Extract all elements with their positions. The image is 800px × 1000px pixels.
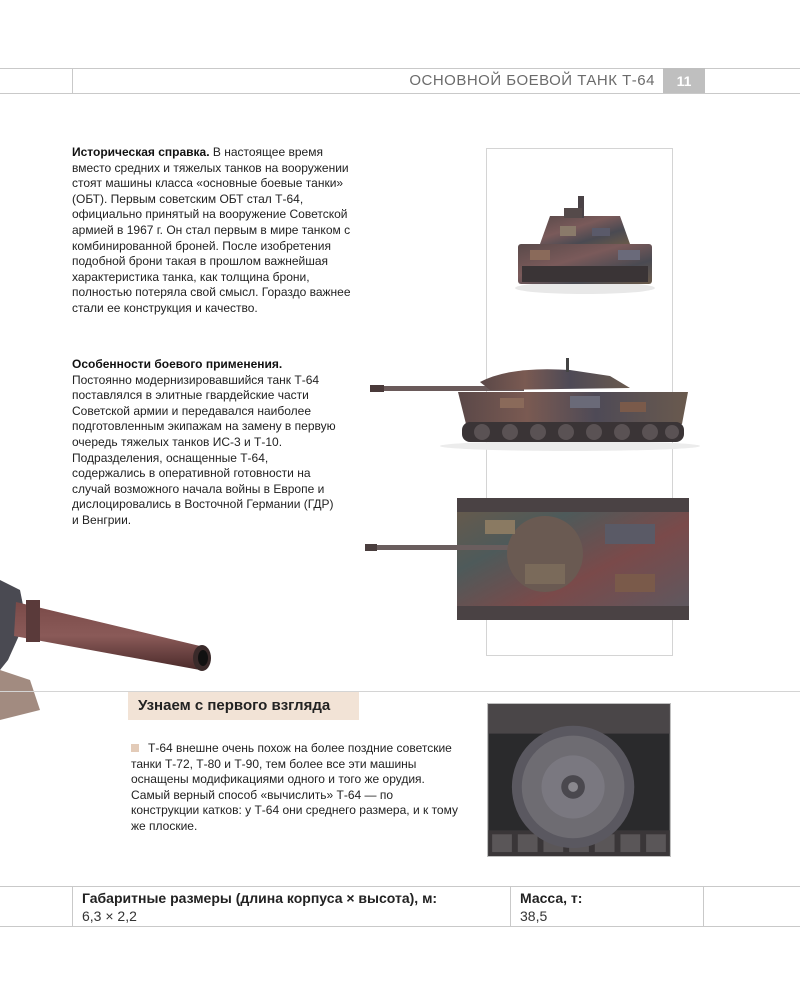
section-rule <box>0 691 800 692</box>
header-rule-bottom <box>0 93 800 94</box>
dimensions-label: Габаритные размеры (длина корпуса × высота), м: <box>82 890 438 906</box>
tank-top-view-image <box>365 494 710 624</box>
header-tick <box>72 68 73 94</box>
history-paragraph <box>72 145 364 317</box>
combat-text: Постоянно модернизировавшийся танк Т-64 поставлялся в элитные гвардейские части Советской армии и передавался наиболее подготовленным экипажам на замену в первую очередь тяжелых танков ИС-3 и Т-10. Подразделения, оснащенные Т-64, содержались в оперативной готовности на случай возможного начала войны в Европе и дислоцировались в Восточной Германии (ГДР) и Венгрии. <box>72 372 336 527</box>
tank-side-view-image <box>370 352 700 452</box>
page-number: 11 <box>663 68 705 94</box>
running-title: ОСНОВНОЙ БОЕВОЙ ТАНК Т-64 <box>409 72 655 89</box>
specs-divider-right <box>703 886 704 926</box>
specs-divider-middle <box>510 886 511 926</box>
history-heading: Историческая справка. <box>72 145 210 159</box>
identify-text: Т-64 внешне очень похож на более поздние советские танки Т-72, Т-80 и Т-90, тем более все эти машины оснащены модификациями одного и того же орудия. Самый верный способ «вычислить» Т-64 — по конструкции катков: у Т-64 они среднего размера, и к тому же плоские. <box>131 741 458 833</box>
identify-heading: Узнаем с первого взгляда <box>128 692 359 720</box>
specs-divider-left <box>72 886 73 926</box>
specs-rule-top <box>0 886 800 887</box>
combat-heading: Особенности боевого применения. <box>72 357 283 371</box>
identify-paragraph <box>131 741 461 835</box>
mass-label: Масса, т: <box>520 890 583 906</box>
road-wheel-photo <box>487 703 671 857</box>
page-header <box>0 68 800 94</box>
tank-front-view-image <box>500 186 670 296</box>
specs-rule-bottom <box>0 926 800 927</box>
combat-paragraph <box>72 357 342 529</box>
history-text: В настоящее время вместо средних и тяжелых танков на вооружении стоят машины класса «основные боевые танки» (ОБТ). Первым советским ОБТ стал Т-64, официально принятый на вооружение Советской армией в 1967 г. Он стал первым в мире танком с комбинированной броней. После изобретения подобной брони такая в прошлом важнейшая характеристика танка, как толщина брони, полностью потеряла свой смысл. Гораздо важнее стали ее конструкция и качество. <box>72 145 351 315</box>
dimensions-value: 6,3 × 2,2 <box>82 908 137 924</box>
square-bullet-icon <box>131 744 139 752</box>
mass-value: 38,5 <box>520 908 548 924</box>
